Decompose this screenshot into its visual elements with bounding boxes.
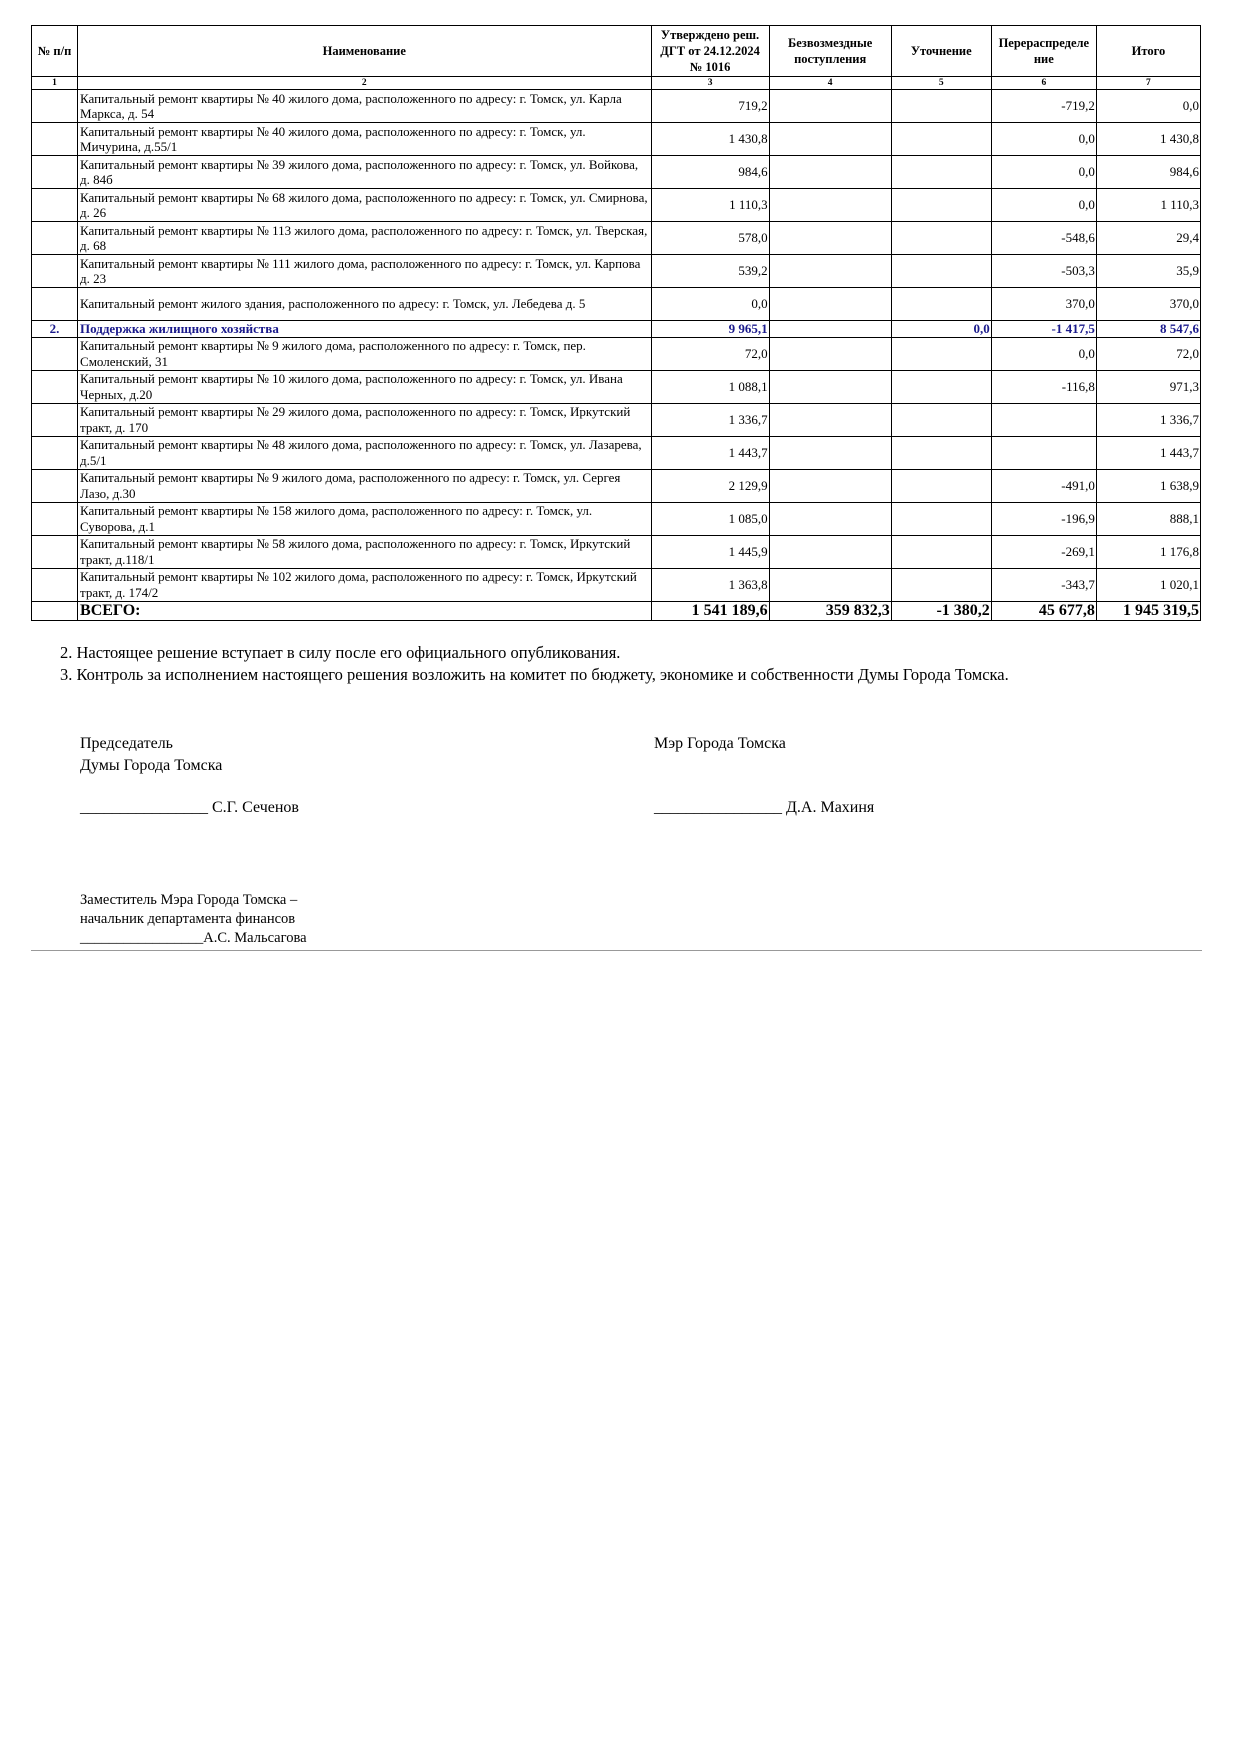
row-name: Капитальный ремонт квартиры № 39 жилого дома, расположенного по адресу: г. Томск, ул. Войкова, д. 84б [78, 156, 651, 189]
table-header-row [32, 26, 1201, 77]
row-clarification [891, 90, 991, 123]
row-redistribution: -1 417,5 [991, 321, 1096, 338]
row-gratuitous [769, 370, 891, 403]
row-name: Капитальный ремонт квартиры № 29 жилого дома, расположенного по адресу: г. Томск, Иркутский тракт, д. 170 [78, 403, 651, 436]
row-clarification [891, 469, 991, 502]
header-number: № п/п [32, 26, 78, 77]
row-gratuitous [769, 337, 891, 370]
row-name: Капитальный ремонт квартиры № 40 жилого дома, расположенного по адресу: г. Томск, ул. Карла Маркса, д. 54 [78, 90, 651, 123]
row-approved: 0,0 [651, 288, 769, 321]
row-total: 1 176,8 [1096, 535, 1200, 568]
row-approved: 1 443,7 [651, 436, 769, 469]
row-name: Капитальный ремонт квартиры № 111 жилого дома, расположенного по адресу: г. Томск, ул. Карпова д. 23 [78, 255, 651, 288]
row-total: 984,6 [1096, 156, 1200, 189]
row-number [32, 255, 78, 288]
total-clarification: -1 380,2 [891, 601, 991, 620]
row-approved: 578,0 [651, 222, 769, 255]
column-numbers-row [32, 77, 1201, 90]
row-redistribution: -269,1 [991, 535, 1096, 568]
total-label: ВСЕГО: [78, 601, 651, 620]
row-approved: 719,2 [651, 90, 769, 123]
row-name: Капитальный ремонт квартиры № 48 жилого дома, расположенного по адресу: г. Томск, ул. Лазарева, д.5/1 [78, 436, 651, 469]
row-total: 1 430,8 [1096, 123, 1200, 156]
row-number [32, 337, 78, 370]
row-redistribution: 0,0 [991, 123, 1096, 156]
row-approved: 1 445,9 [651, 535, 769, 568]
column-number: 3 [651, 77, 769, 90]
total-gratuitous: 359 832,3 [769, 601, 891, 620]
column-number: 6 [991, 77, 1096, 90]
row-name: Капитальный ремонт квартиры № 9 жилого дома, расположенного по адресу: г. Томск, пер. Смоленский, 31 [78, 337, 651, 370]
row-name: Капитальный ремонт жилого здания, расположенного по адресу: г. Томск, ул. Лебедева д. 5 [78, 288, 651, 321]
deputy-department: начальник департамента финансов [80, 911, 296, 927]
column-number: 5 [891, 77, 991, 90]
paragraph-effective-date: 2. Настоящее решение вступает в силу после его официального опубликования. [60, 643, 621, 662]
section-row [32, 321, 1201, 338]
budget-table [31, 25, 1201, 621]
row-approved: 984,6 [651, 156, 769, 189]
row-redistribution: -548,6 [991, 222, 1096, 255]
mayor-title: Мэр Города Томска [654, 735, 786, 752]
row-gratuitous [769, 156, 891, 189]
row-total: 1 638,9 [1096, 469, 1200, 502]
row-total: 888,1 [1096, 502, 1200, 535]
row-approved: 2 129,9 [651, 469, 769, 502]
deputy-title: Заместитель Мэра Города Томска – [80, 892, 298, 908]
row-gratuitous [769, 502, 891, 535]
table-row [32, 568, 1201, 601]
row-total: 8 547,6 [1096, 321, 1200, 338]
row-redistribution: 0,0 [991, 189, 1096, 222]
row-clarification [891, 535, 991, 568]
row-redistribution: -116,8 [991, 370, 1096, 403]
row-total: 370,0 [1096, 288, 1200, 321]
row-number [32, 370, 78, 403]
chairman-org: Думы Города Томска [80, 757, 223, 774]
row-clarification [891, 156, 991, 189]
row-clarification [891, 123, 991, 156]
total-sum: 1 945 319,5 [1096, 601, 1200, 620]
row-number [32, 288, 78, 321]
row-clarification [891, 189, 991, 222]
row-number [32, 403, 78, 436]
total-approved: 1 541 189,6 [651, 601, 769, 620]
row-clarification [891, 222, 991, 255]
row-name: Капитальный ремонт квартиры № 40 жилого дома, расположенного по адресу: г. Томск, ул. Мичурина, д.55/1 [78, 123, 651, 156]
row-number [32, 502, 78, 535]
row-gratuitous [769, 568, 891, 601]
row-number [32, 222, 78, 255]
header-total: Итого [1096, 26, 1200, 77]
row-total: 1 020,1 [1096, 568, 1200, 601]
header-name: Наименование [78, 26, 651, 77]
table-row [32, 436, 1201, 469]
row-clarification [891, 288, 991, 321]
row-name: Капитальный ремонт квартиры № 58 жилого дома, расположенного по адресу: г. Томск, Иркутский тракт, д.118/1 [78, 535, 651, 568]
row-redistribution [991, 436, 1096, 469]
table-row [32, 370, 1201, 403]
row-redistribution: -343,7 [991, 568, 1096, 601]
row-name: Поддержка жилищного хозяйства [78, 321, 651, 338]
row-clarification [891, 502, 991, 535]
table-row [32, 535, 1201, 568]
row-redistribution [991, 403, 1096, 436]
chairman-title: Председатель [80, 735, 173, 752]
column-number: 4 [769, 77, 891, 90]
table-row [32, 156, 1201, 189]
column-number: 7 [1096, 77, 1200, 90]
row-number [32, 90, 78, 123]
row-redistribution: 0,0 [991, 337, 1096, 370]
row-number [32, 156, 78, 189]
row-total: 971,3 [1096, 370, 1200, 403]
row-approved: 1 088,1 [651, 370, 769, 403]
row-gratuitous [769, 403, 891, 436]
row-number [32, 469, 78, 502]
table-row [32, 288, 1201, 321]
row-clarification [891, 337, 991, 370]
total-number-cell [32, 601, 78, 620]
row-total: 1 443,7 [1096, 436, 1200, 469]
row-approved: 9 965,1 [651, 321, 769, 338]
row-name: Капитальный ремонт квартиры № 158 жилого дома, расположенного по адресу: г. Томск, ул. Суворова, д.1 [78, 502, 651, 535]
row-total: 1 336,7 [1096, 403, 1200, 436]
chairman-signature: ________________ С.Г. Сеченов [80, 799, 299, 816]
table-row [32, 90, 1201, 123]
header-redistribution: Перераспределе ние [991, 26, 1096, 77]
table-row [32, 502, 1201, 535]
row-total: 35,9 [1096, 255, 1200, 288]
row-gratuitous [769, 123, 891, 156]
row-total: 1 110,3 [1096, 189, 1200, 222]
deputy-signature: _________________А.С. Мальсагова [80, 930, 307, 946]
row-gratuitous [769, 189, 891, 222]
row-gratuitous [769, 222, 891, 255]
table-row [32, 403, 1201, 436]
row-clarification [891, 568, 991, 601]
table-body [32, 90, 1201, 602]
row-approved: 1 336,7 [651, 403, 769, 436]
total-redistribution: 45 677,8 [991, 601, 1096, 620]
row-redistribution: -196,9 [991, 502, 1096, 535]
header-gratuitous: Безвозмездные поступления [769, 26, 891, 77]
row-gratuitous [769, 90, 891, 123]
row-total: 29,4 [1096, 222, 1200, 255]
row-gratuitous [769, 321, 891, 338]
paragraph-control: 3. Контроль за исполнением настоящего решения возложить на комитет по бюджету, экономике и собственности Думы Города Томска. [60, 665, 1009, 684]
row-number [32, 568, 78, 601]
row-gratuitous [769, 288, 891, 321]
row-gratuitous [769, 436, 891, 469]
mayor-signature: ________________ Д.А. Махиня [654, 799, 875, 816]
row-redistribution: 0,0 [991, 156, 1096, 189]
row-gratuitous [769, 255, 891, 288]
table-row [32, 123, 1201, 156]
row-approved: 1 363,8 [651, 568, 769, 601]
total-row [32, 601, 1201, 620]
row-redistribution: 370,0 [991, 288, 1096, 321]
row-number: 2. [32, 321, 78, 338]
table-row [32, 189, 1201, 222]
table-row [32, 469, 1201, 502]
row-approved: 1 085,0 [651, 502, 769, 535]
column-number: 1 [32, 77, 78, 90]
row-clarification [891, 370, 991, 403]
row-approved: 72,0 [651, 337, 769, 370]
row-clarification: 0,0 [891, 321, 991, 338]
row-name: Капитальный ремонт квартиры № 113 жилого дома, расположенного по адресу: г. Томск, ул. Тверская, д. 68 [78, 222, 651, 255]
row-name: Капитальный ремонт квартиры № 9 жилого дома, расположенного по адресу: г. Томск, ул. Сергея Лазо, д.30 [78, 469, 651, 502]
row-gratuitous [769, 535, 891, 568]
row-approved: 1 430,8 [651, 123, 769, 156]
row-total: 72,0 [1096, 337, 1200, 370]
column-number: 2 [78, 77, 651, 90]
row-name: Капитальный ремонт квартиры № 102 жилого дома, расположенного по адресу: г. Томск, Иркутский тракт, д. 174/2 [78, 568, 651, 601]
row-clarification [891, 436, 991, 469]
row-number [32, 436, 78, 469]
row-gratuitous [769, 469, 891, 502]
header-clarification: Уточнение [891, 26, 991, 77]
row-approved: 539,2 [651, 255, 769, 288]
row-number [32, 535, 78, 568]
row-redistribution: -491,0 [991, 469, 1096, 502]
table-row [32, 255, 1201, 288]
row-number [32, 189, 78, 222]
table-row [32, 222, 1201, 255]
table-row [32, 337, 1201, 370]
header-approved: Утверждено реш. ДГТ от 24.12.2024 № 1016 [651, 26, 769, 77]
row-name: Капитальный ремонт квартиры № 10 жилого дома, расположенного по адресу: г. Томск, ул. Ивана Черных, д.20 [78, 370, 651, 403]
row-total: 0,0 [1096, 90, 1200, 123]
row-name: Капитальный ремонт квартиры № 68 жилого дома, расположенного по адресу: г. Томск, ул. Смирнова, д. 26 [78, 189, 651, 222]
row-approved: 1 110,3 [651, 189, 769, 222]
row-number [32, 123, 78, 156]
page-bottom-rule [31, 950, 1202, 951]
row-redistribution: -503,3 [991, 255, 1096, 288]
row-clarification [891, 255, 991, 288]
row-redistribution: -719,2 [991, 90, 1096, 123]
row-clarification [891, 403, 991, 436]
